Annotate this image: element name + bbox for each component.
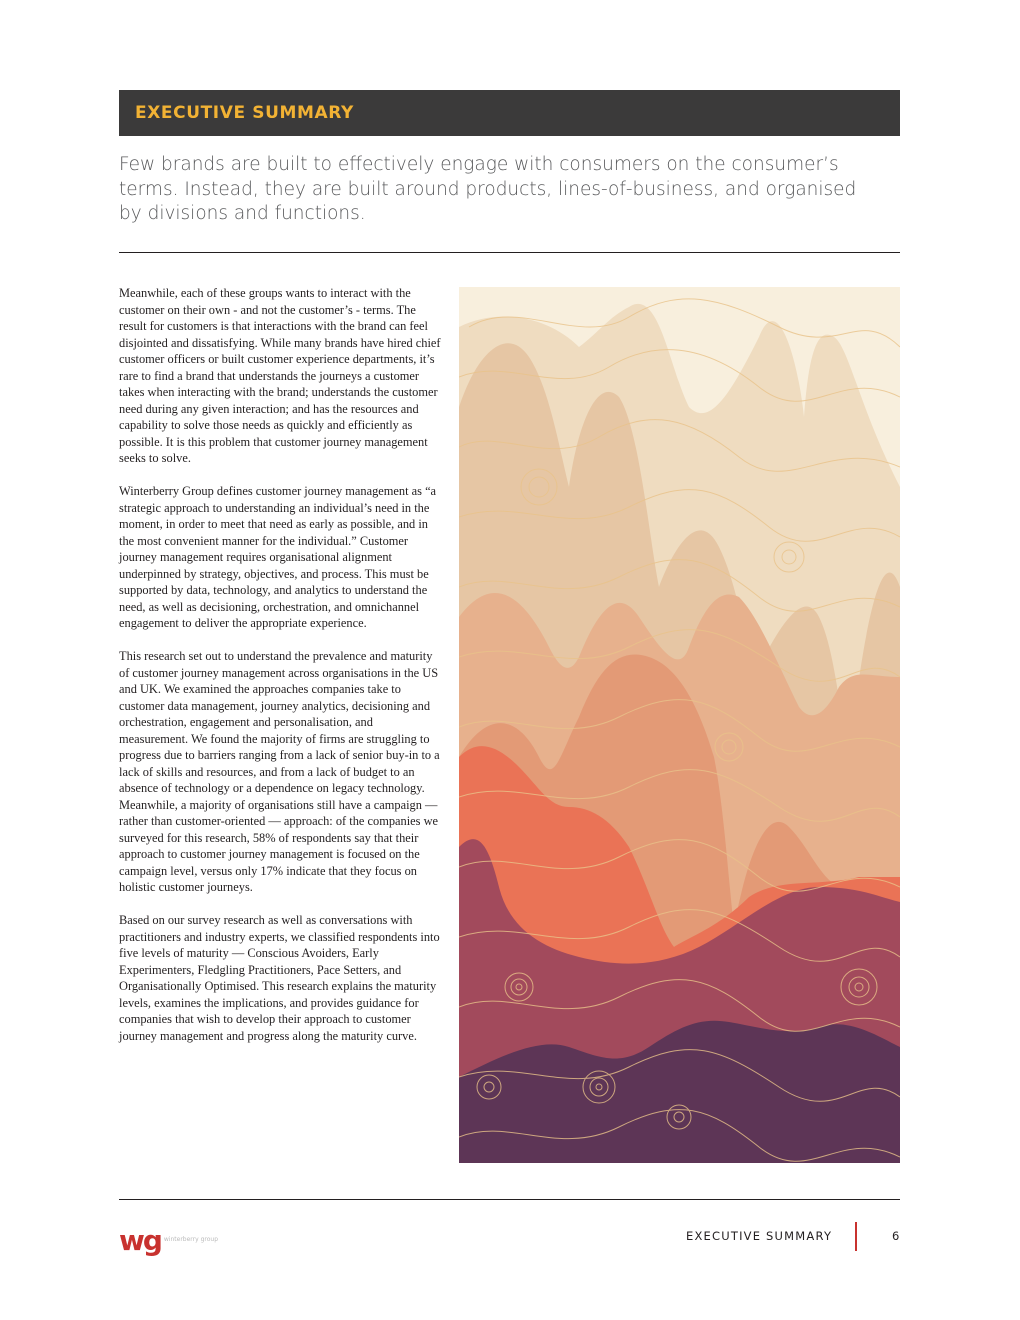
body-paragraph: This research set out to understand the prevalence and maturity of customer journey management across organisations in the US and UK. We examined the approaches companies take to customer data management, journey analytics, decisioning and orchestration, engagement and personalisation, and measurement. We found the majority of firms are struggling to progress due to barriers ranging from a lack of senior buy-in to a lack of skills and resources, and from a lack of budget to an absence of technology or a dependence on legacy technology. Meanwhile, a majority of organisations still have a campaign — rather than customer-oriented — approach: of the companies we surveyed for this research, 58% of respondents say that their approach to customer journey management is focused on the campaign level, versus only 17% indicate that they focus on holistic customer journeys. [119,649,440,894]
winterberry-logo [119,1226,218,1256]
body-paragraph: Winterberry Group defines customer journey management as “a strategic approach to understanding an individual’s need in the moment, in order to meet that need as early as possible, and in the most convenient manner for the individual.” Customer journey management requires organisational alignment underpinned by strategy, objectives, and process. This must be supported by data, technology, and analytics to understand the need, as well as decisioning, orchestration, and omnichannel engagement to deliver the appropriate experience. [119,484,437,630]
logo-tagline: winterberry group [163,1235,219,1243]
page-number: 6 [892,1229,900,1243]
footer-divider [855,1222,857,1251]
body-column [119,285,445,1061]
lead-paragraph: Few brands are built to effectively engage with consumers on the consumer’s terms. Instead, they are built around products, lines-of-business, and organised by divisions and functions. [119,154,857,224]
section-title: EXECUTIVE SUMMARY [135,103,354,123]
body-paragraph: Based on our survey research as well as conversations with practitioners and industry experts, we classified respondents into five levels of maturity — Conscious Avoiders, Early Experimenters, Fledgling Practitioners, Pace Setters, and Organisationally Optimised. This research explains the maturity levels, examines the implications, and provides guidance for companies that wish to develop their approach to customer journey management and progress along the maturity curve. [119,913,440,1043]
logo-mark: wg [119,1224,161,1257]
footer-section-label: EXECUTIVE SUMMARY [686,1229,833,1243]
top-divider [119,252,900,253]
section-header-bar [119,90,900,136]
bottom-divider [119,1199,900,1200]
topographic-mountains-illustration [459,287,900,1163]
body-paragraph: Meanwhile, each of these groups wants to interact with the customer on their own - and not the customer’s - terms. The result for customers is that interactions with the brand can feel disjointed and dissatisfying. While many brands have hired chief customer officers or built customer experience departments, it’s rare to find a brand that understands the journeys a customer takes when interacting with the brand; understands the customer need during any given interaction; and has the resources and capability to solve those needs as quickly and efficiently as possible. It is this problem that customer journey management seeks to solve. [119,286,441,465]
